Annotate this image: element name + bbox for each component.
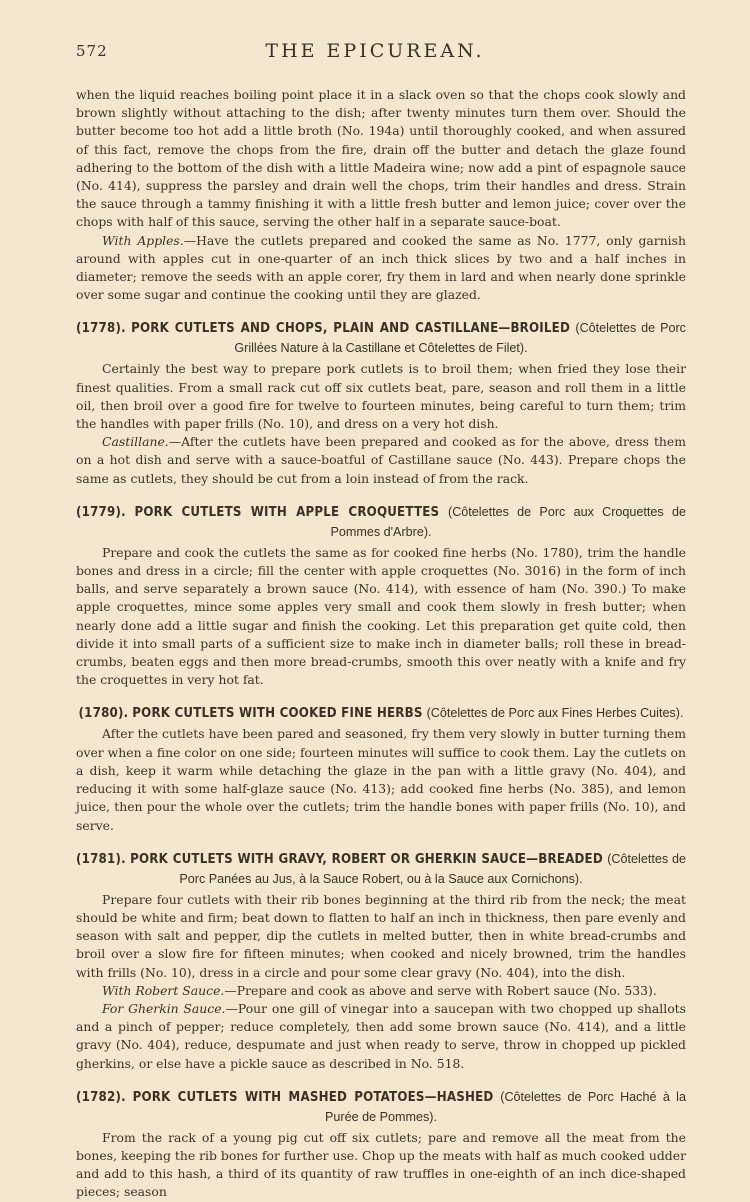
variant-lead: With Apples.	[102, 232, 184, 248]
recipe-french-title: (Côtelettes de Porc aux Fines Herbes Cuites).	[426, 706, 684, 721]
continuation-paragraph: when the liquid reaches boiling point place it in a slack oven so that the chops cook slowly and brown slightly without attaching to the dish; after twenty minutes turn them over. Should the butter become too hot add a little broth (No. 194a) until thoroughly cooked, and when assured of this fact, remove the chops from the fire, drain off the butter and detach the glaze found adhering to the bottom of the dish with a little Madeira wine; now add a pint of espagnole sauce (No. 414), suppress the parsley and drain well the chops, trim their handles and dress. Strain the sauce through a tammy finishing it with a little fresh butter and lemon juice; cover over the chops with half of this sauce, serving the other half in a separate sauce-boat.	[76, 87, 686, 230]
recipe-heading-1782	[76, 1087, 686, 1127]
page-number: 572	[76, 42, 108, 60]
recipe-paragraph: After the cutlets have been pared and seasoned, fry them very slowly in butter turning them over when a fine color on one side; fourteen minutes will suffice to cook them. Lay the cutlets on a dish, keep it warm while detaching the glaze in the pan with a little gravy (No. 404), and reducing it with some half-glaze sauce (No. 413); add cooked fine herbs (No. 385), and lemon juice, then pour the whole over the cutlets; trim the handle bones with paper frills (No. 10), and serve.	[76, 726, 686, 833]
recipe-heading-1781	[76, 849, 686, 889]
variant-lead: With Robert Sauce.	[102, 982, 225, 998]
recipe-french-title: (Côtelettes de Porc Panées au Jus, à la Sauce Robert, ou à la Sauce aux Cornichons).	[179, 851, 686, 886]
recipe-heading-1780	[76, 703, 686, 723]
recipe-number: (1778).	[76, 321, 126, 337]
recipe-title: PORK CUTLETS WITH MASHED POTATOES—HASHED	[132, 1089, 494, 1105]
recipe-paragraph: From the rack of a young pig cut off six cutlets; pare and remove all the meat from the bones, keeping the rib bones for further use. Chop up the meats with half as much cooked udder and add to this hash, a third of its quantity of raw truffles in one-eighth of an inch dice-shaped pieces; season	[76, 1129, 686, 1200]
recipe-variant	[76, 982, 686, 1000]
running-title: THE EPICUREAN.	[265, 40, 485, 62]
recipe-number: (1782).	[76, 1089, 126, 1105]
page-body	[76, 86, 686, 1202]
variant-text: —Have the cutlets prepared and cooked the same as No. 1777, only garnish around with apples cut in one-quarter of an inch thick slices by two and a half inches in diameter; remove the seeds with an apple corer, fry them in lard and when nearly done sprinkle over some sugar and continue the cooking until they are glazed.	[76, 232, 686, 303]
page-header	[0, 40, 750, 62]
variant-text: —After the cutlets have been prepared and cooked as for the above, dress them on a hot dish and serve with a sauce-boatful of Castillane sauce (No. 443). Prepare chops the same as cutlets, they should be cut from a loin instead of from the rack.	[76, 434, 686, 486]
recipe-heading-1778	[76, 318, 686, 358]
recipe-title: PORK CUTLETS WITH GRAVY, ROBERT OR GHERKIN SAUCE—BREADED	[130, 851, 603, 867]
recipe-title: PORK CUTLETS WITH APPLE CROQUETTES	[134, 504, 440, 520]
recipe-number: (1779).	[76, 504, 126, 520]
recipe-title: PORK CUTLETS AND CHOPS, PLAIN AND CASTILLANE—BROILED	[131, 321, 571, 337]
recipe-french-title: (Côtelettes de Porc Haché à la Purée de Pommes).	[325, 1089, 686, 1124]
variant-text: —Prepare and cook as above and serve with Robert sauce (No. 533).	[224, 982, 657, 998]
recipe-title: PORK CUTLETS WITH COOKED FINE HERBS	[132, 706, 423, 722]
recipe-number: (1780).	[78, 706, 129, 722]
recipe-paragraph: Certainly the best way to prepare pork cutlets is to broil them; when fried they lose their finest qualities. From a small rack cut off six cutlets beat, pare, season and roll them in a little oil, then broil over a good fire for twelve to fourteen minutes, being careful to turn them; trim the handles with paper frills (No. 10), and dress on a very hot dish.	[76, 361, 686, 432]
variant-text: —Pour one gill of vinegar into a saucepan with two chopped up shallots and a pinch of pepper; reduce completely, then add some brown sauce (No. 414), and a little gravy (No. 404), reduce, despumate and just when ready to serve, throw in chopped up pickled gherkins, or else have a pickle sauce as described in No. 518.	[76, 1000, 686, 1071]
recipe-paragraph: Prepare and cook the cutlets the same as for cooked fine herbs (No. 1780), trim the handle bones and dress in a circle; fill the center with apple croquettes (No. 3016) in the form of inch balls, and serve separately a brown sauce (No. 414), with essence of ham (No. 390.) To make apple croquettes, mince some apples very small and cook them slowly in fresh butter; when nearly done add a little sugar and finish the cooking. Let this preparation get quite cold, then divide it into small parts of a sufficient size to make inch in diameter balls; roll these in bread-crumbs, beaten eggs and then more bread-crumbs, smooth this over neatly with a knife and fry the croquettes in very hot fat.	[76, 544, 686, 688]
variant-lead: For Gherkin Sauce.	[102, 1000, 226, 1016]
recipe-french-title: (Côtelettes de Porc Grillées Nature à la Castillane et Côtelettes de Filet).	[234, 321, 686, 356]
recipe-paragraph: Prepare four cutlets with their rib bones beginning at the third rib from the neck; the meat should be white and firm; beat down to flatten to half an inch in thickness, then pare evenly and season with salt and pepper, dip the cutlets in melted butter, then in white bread-crumbs and broil over a slow fire for fifteen minutes; when cooked and nicely browned, trim the handles with frills (No. 10), dress in a circle and pour some clear gravy (No. 404), into the dish.	[76, 891, 686, 980]
recipe-number: (1781).	[76, 851, 126, 867]
recipe-variant	[76, 1000, 686, 1073]
continuation-variant	[76, 232, 686, 305]
recipe-variant	[76, 433, 686, 488]
recipe-heading-1779	[76, 502, 686, 542]
recipe-french-title: (Côtelettes de Porc aux Croquettes de Pommes d'Arbre).	[330, 504, 686, 539]
variant-lead: Castillane.	[102, 434, 169, 450]
